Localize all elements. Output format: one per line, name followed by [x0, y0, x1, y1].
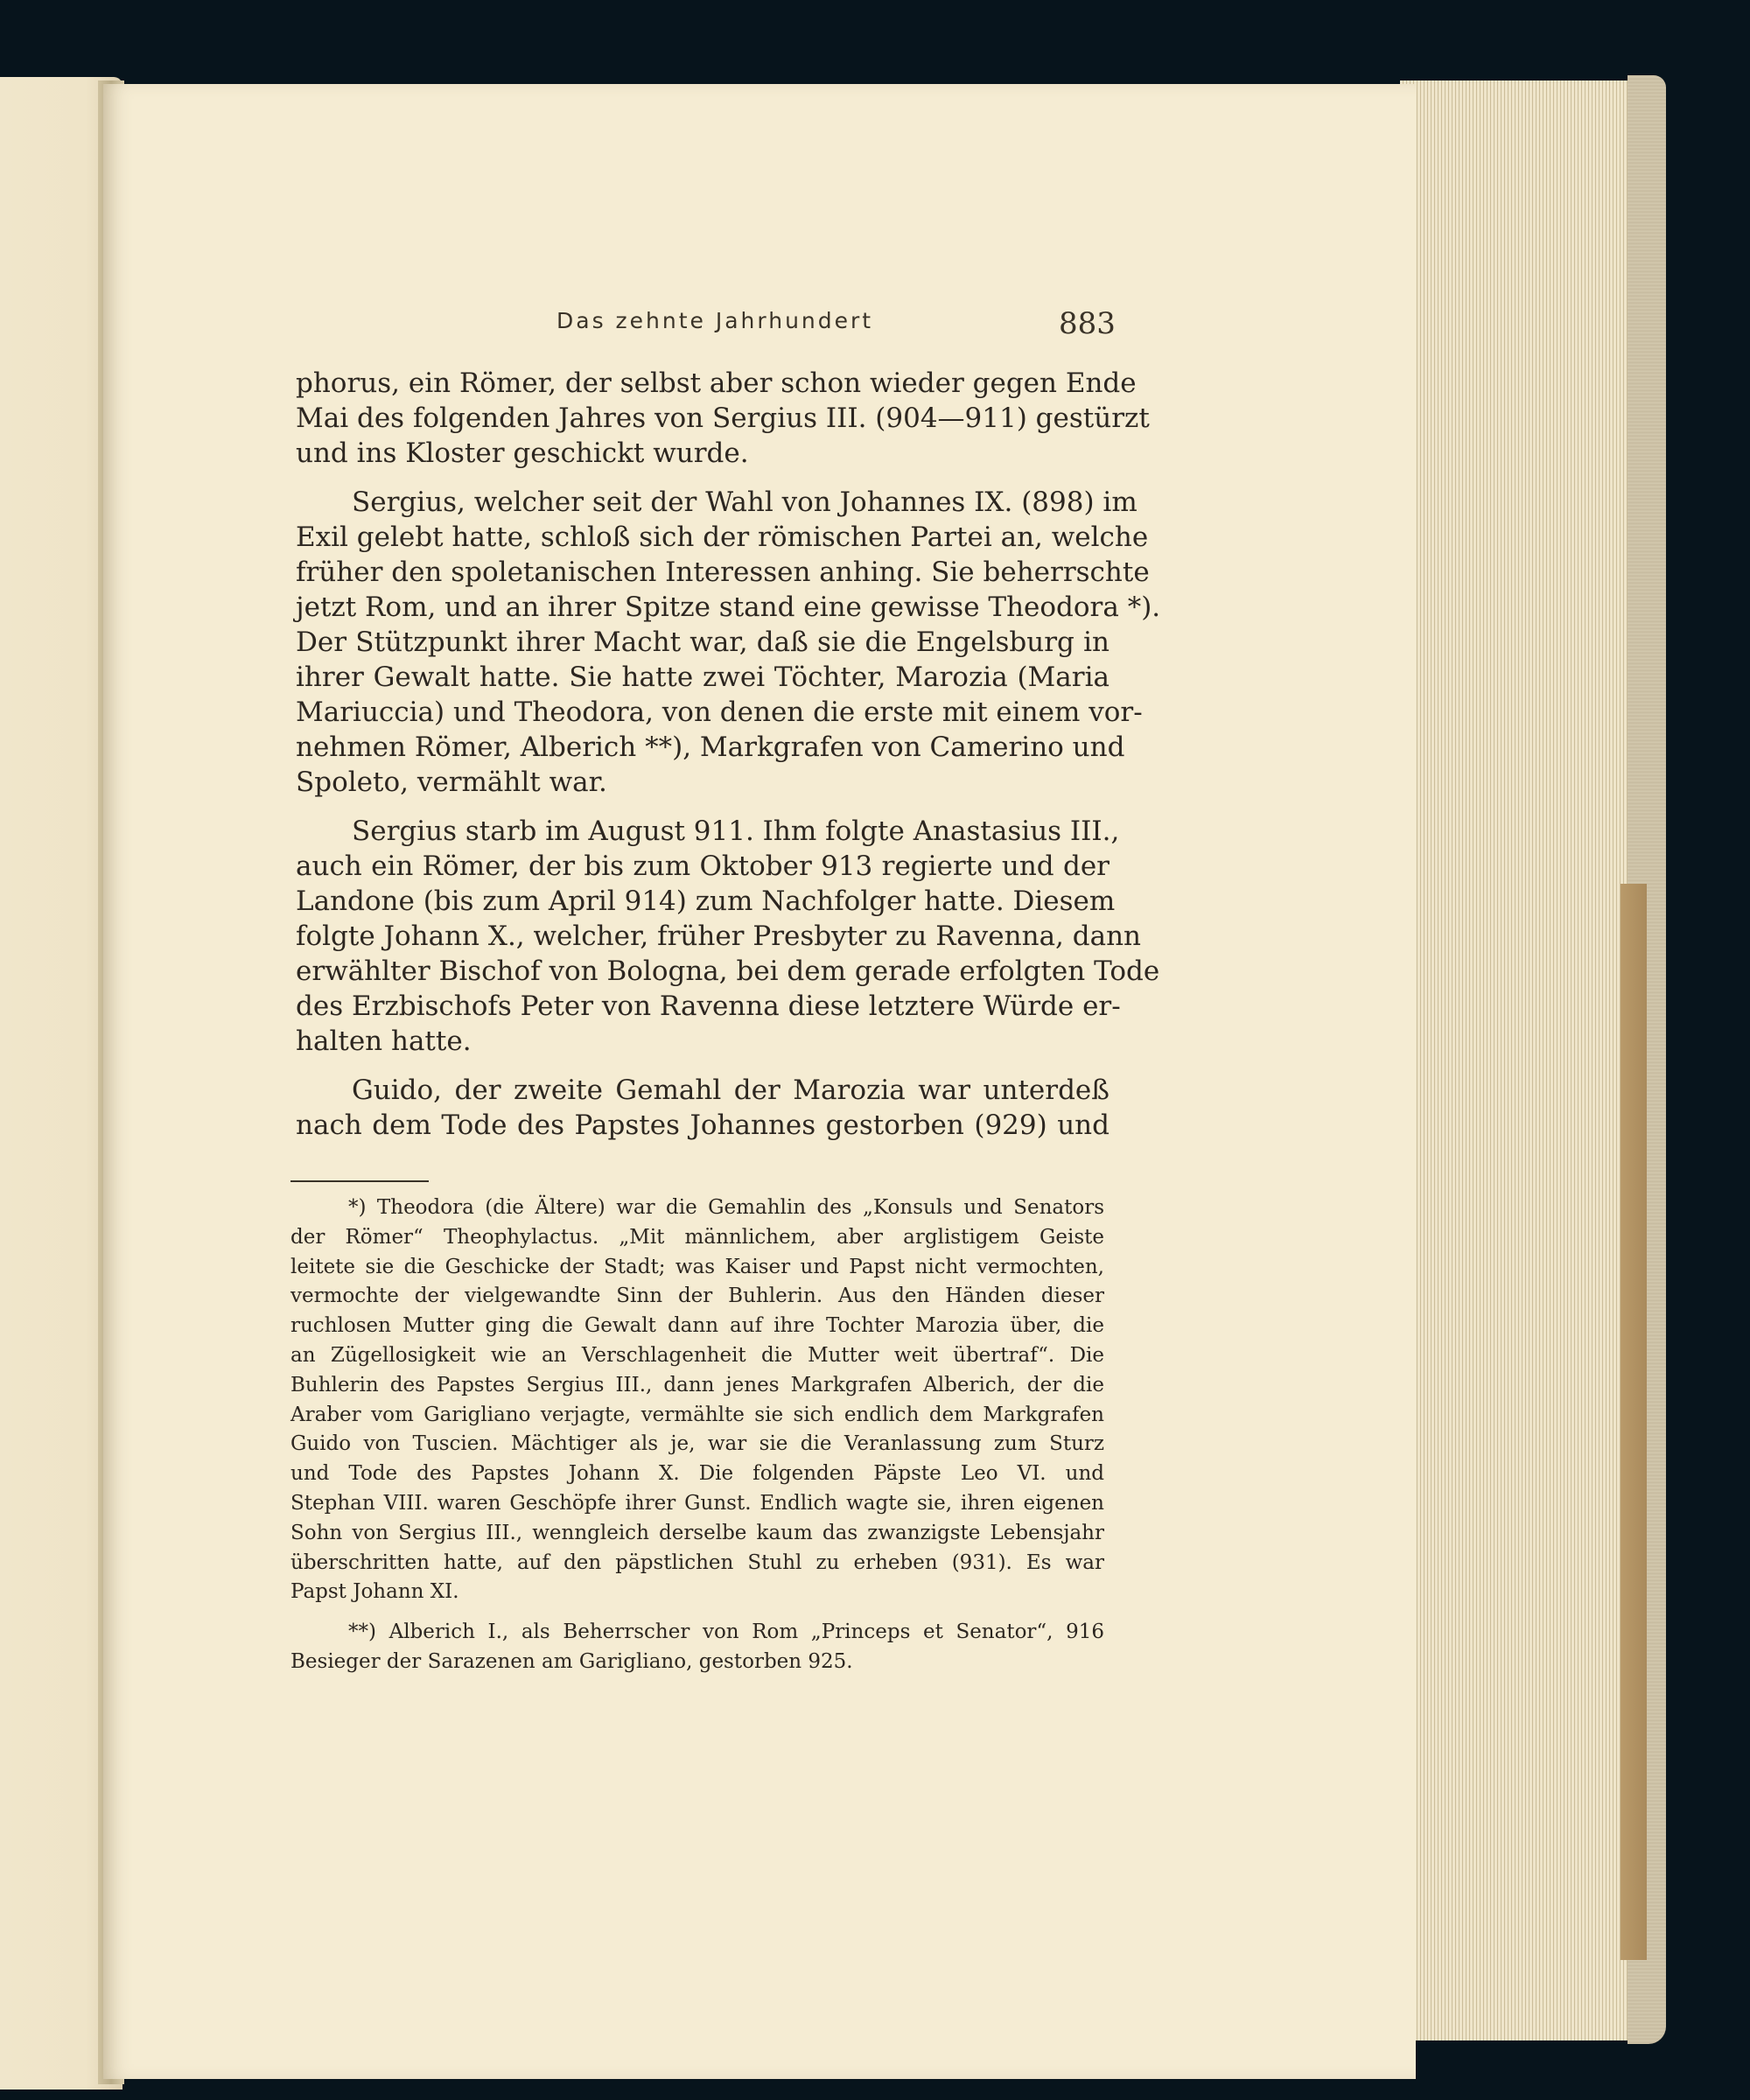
footnote-line: Sohn von Sergius III., wenngleich derselbe kaum das zwanzigste Lebensjahr	[290, 1521, 1104, 1544]
paragraph	[296, 366, 1150, 471]
page-stack-edge	[1400, 80, 1654, 2040]
text-line: Sergius, welcher seit der Wahl von Johannes IX. (898) im	[352, 486, 1138, 518]
text-line: Der Stützpunkt ihrer Macht war, daß sie die Engelsburg in	[296, 626, 1110, 658]
text-line: ihrer Gewalt hatte. Sie hatte zwei Töchter, Marozia (Maria	[296, 662, 1110, 693]
footnote	[290, 1194, 1104, 1607]
footnote-rule	[290, 1180, 429, 1182]
footnote-line: vermochte der vielgewandte Sinn der Buhlerin. Aus den Händen dieser	[290, 1284, 1104, 1308]
footnote-line: Stephan VIII. waren Geschöpfe ihrer Gunst. Endlich wagte sie, ihren eigenen	[290, 1491, 1104, 1515]
bookmark-tab	[1620, 884, 1647, 1960]
text-line: Mai des folgenden Jahres von Sergius III. (904—911) gestürzt	[296, 402, 1150, 434]
footnote-line: Guido von Tuscien. Mächtiger als je, war sie die Veranlassung zum Sturz	[290, 1432, 1104, 1456]
footnote-line: **) Alberich I., als Beherrscher von Rom „Princeps et Senator“, 916	[348, 1620, 1104, 1644]
text-line: erwählter Bischof von Bologna, bei dem gerade erfolgten Tode	[296, 956, 1160, 987]
text-line: nach dem Tode des Papstes Johannes gestorben (929) und	[296, 1110, 1110, 1141]
footnote-line: leitete sie die Geschicke der Stadt; was Kaiser und Papst nicht vermochten,	[290, 1255, 1104, 1278]
text-line: und ins Kloster geschickt wurde.	[296, 438, 749, 469]
body-text	[296, 366, 1161, 1143]
footnote-line: an Zügellosigkeit wie an Verschlagenheit die Mutter weit übertraf“. Die	[290, 1343, 1104, 1367]
footnote-line: *) Theodora (die Ältere) war die Gemahlin des „Konsuls und Senators	[348, 1196, 1104, 1219]
text-line: Sergius starb im August 911. Ihm folgte Anastasius III.,	[352, 816, 1120, 847]
text-line: Spoleto, vermählt war.	[296, 766, 607, 798]
footnote-line: ruchlosen Mutter ging die Gewalt dann auf ihre Tochter Marozia über, die	[290, 1314, 1104, 1338]
page-number: 883	[1059, 306, 1116, 341]
footnote-line: der Römer“ Theophylactus. „Mit männlichem, aber arglistigem Geiste	[290, 1225, 1104, 1249]
text-line: früher den spoletanischen Interessen anhing. Sie beherrschte	[296, 556, 1150, 588]
paragraph	[296, 814, 1160, 1059]
text-line: auch ein Römer, der bis zum Oktober 913 regierte und der	[296, 850, 1110, 882]
footnote-line: Araber vom Garigliano verjagte, vermählte sie sich endlich dem Markgrafen	[290, 1403, 1104, 1426]
footnote-line: Besieger der Sarazenen am Garigliano, gestorben 925.	[290, 1649, 853, 1673]
paragraph	[296, 485, 1161, 800]
text-line: folgte Johann X., welcher, früher Presbyter zu Ravenna, dann	[296, 920, 1142, 952]
text-line: halten hatte.	[296, 1026, 472, 1057]
footnote-line: überschritten hatte, auf den päpstlichen Stuhl zu erheben (931). Es war	[290, 1550, 1104, 1574]
footnote-line: Buhlerin des Papstes Sergius III., dann jenes Markgrafen Alberich, der die	[290, 1373, 1104, 1396]
footnote-line: Papst Johann XI.	[290, 1580, 459, 1604]
text-line: jetzt Rom, und an ihrer Spitze stand eine gewisse Theodora *).	[296, 592, 1161, 623]
text-line: phorus, ein Römer, der selbst aber schon wieder gegen Ende	[296, 368, 1137, 399]
running-title: Das zehnte Jahrhundert	[556, 308, 874, 333]
footnotes	[290, 1194, 1104, 1677]
footnote-line: und Tode des Papstes Johann X. Die folgenden Päpste Leo VI. und	[290, 1462, 1104, 1486]
footnote	[290, 1618, 1104, 1677]
text-line: Exil gelebt hatte, schloß sich der römischen Partei an, welche	[296, 522, 1149, 553]
text-line: Guido, der zweite Gemahl der Marozia war unterdeß	[352, 1074, 1110, 1106]
text-line: Landone (bis zum April 914) zum Nachfolger hatte. Diesem	[296, 886, 1116, 917]
text-line: Mariuccia) und Theodora, von denen die erste mit einem vor-	[296, 696, 1143, 728]
paragraph	[296, 1073, 1110, 1143]
text-line: nehmen Römer, Alberich **), Markgrafen von Camerino und	[296, 732, 1125, 763]
text-line: des Erzbischofs Peter von Ravenna diese letztere Würde er-	[296, 990, 1121, 1022]
